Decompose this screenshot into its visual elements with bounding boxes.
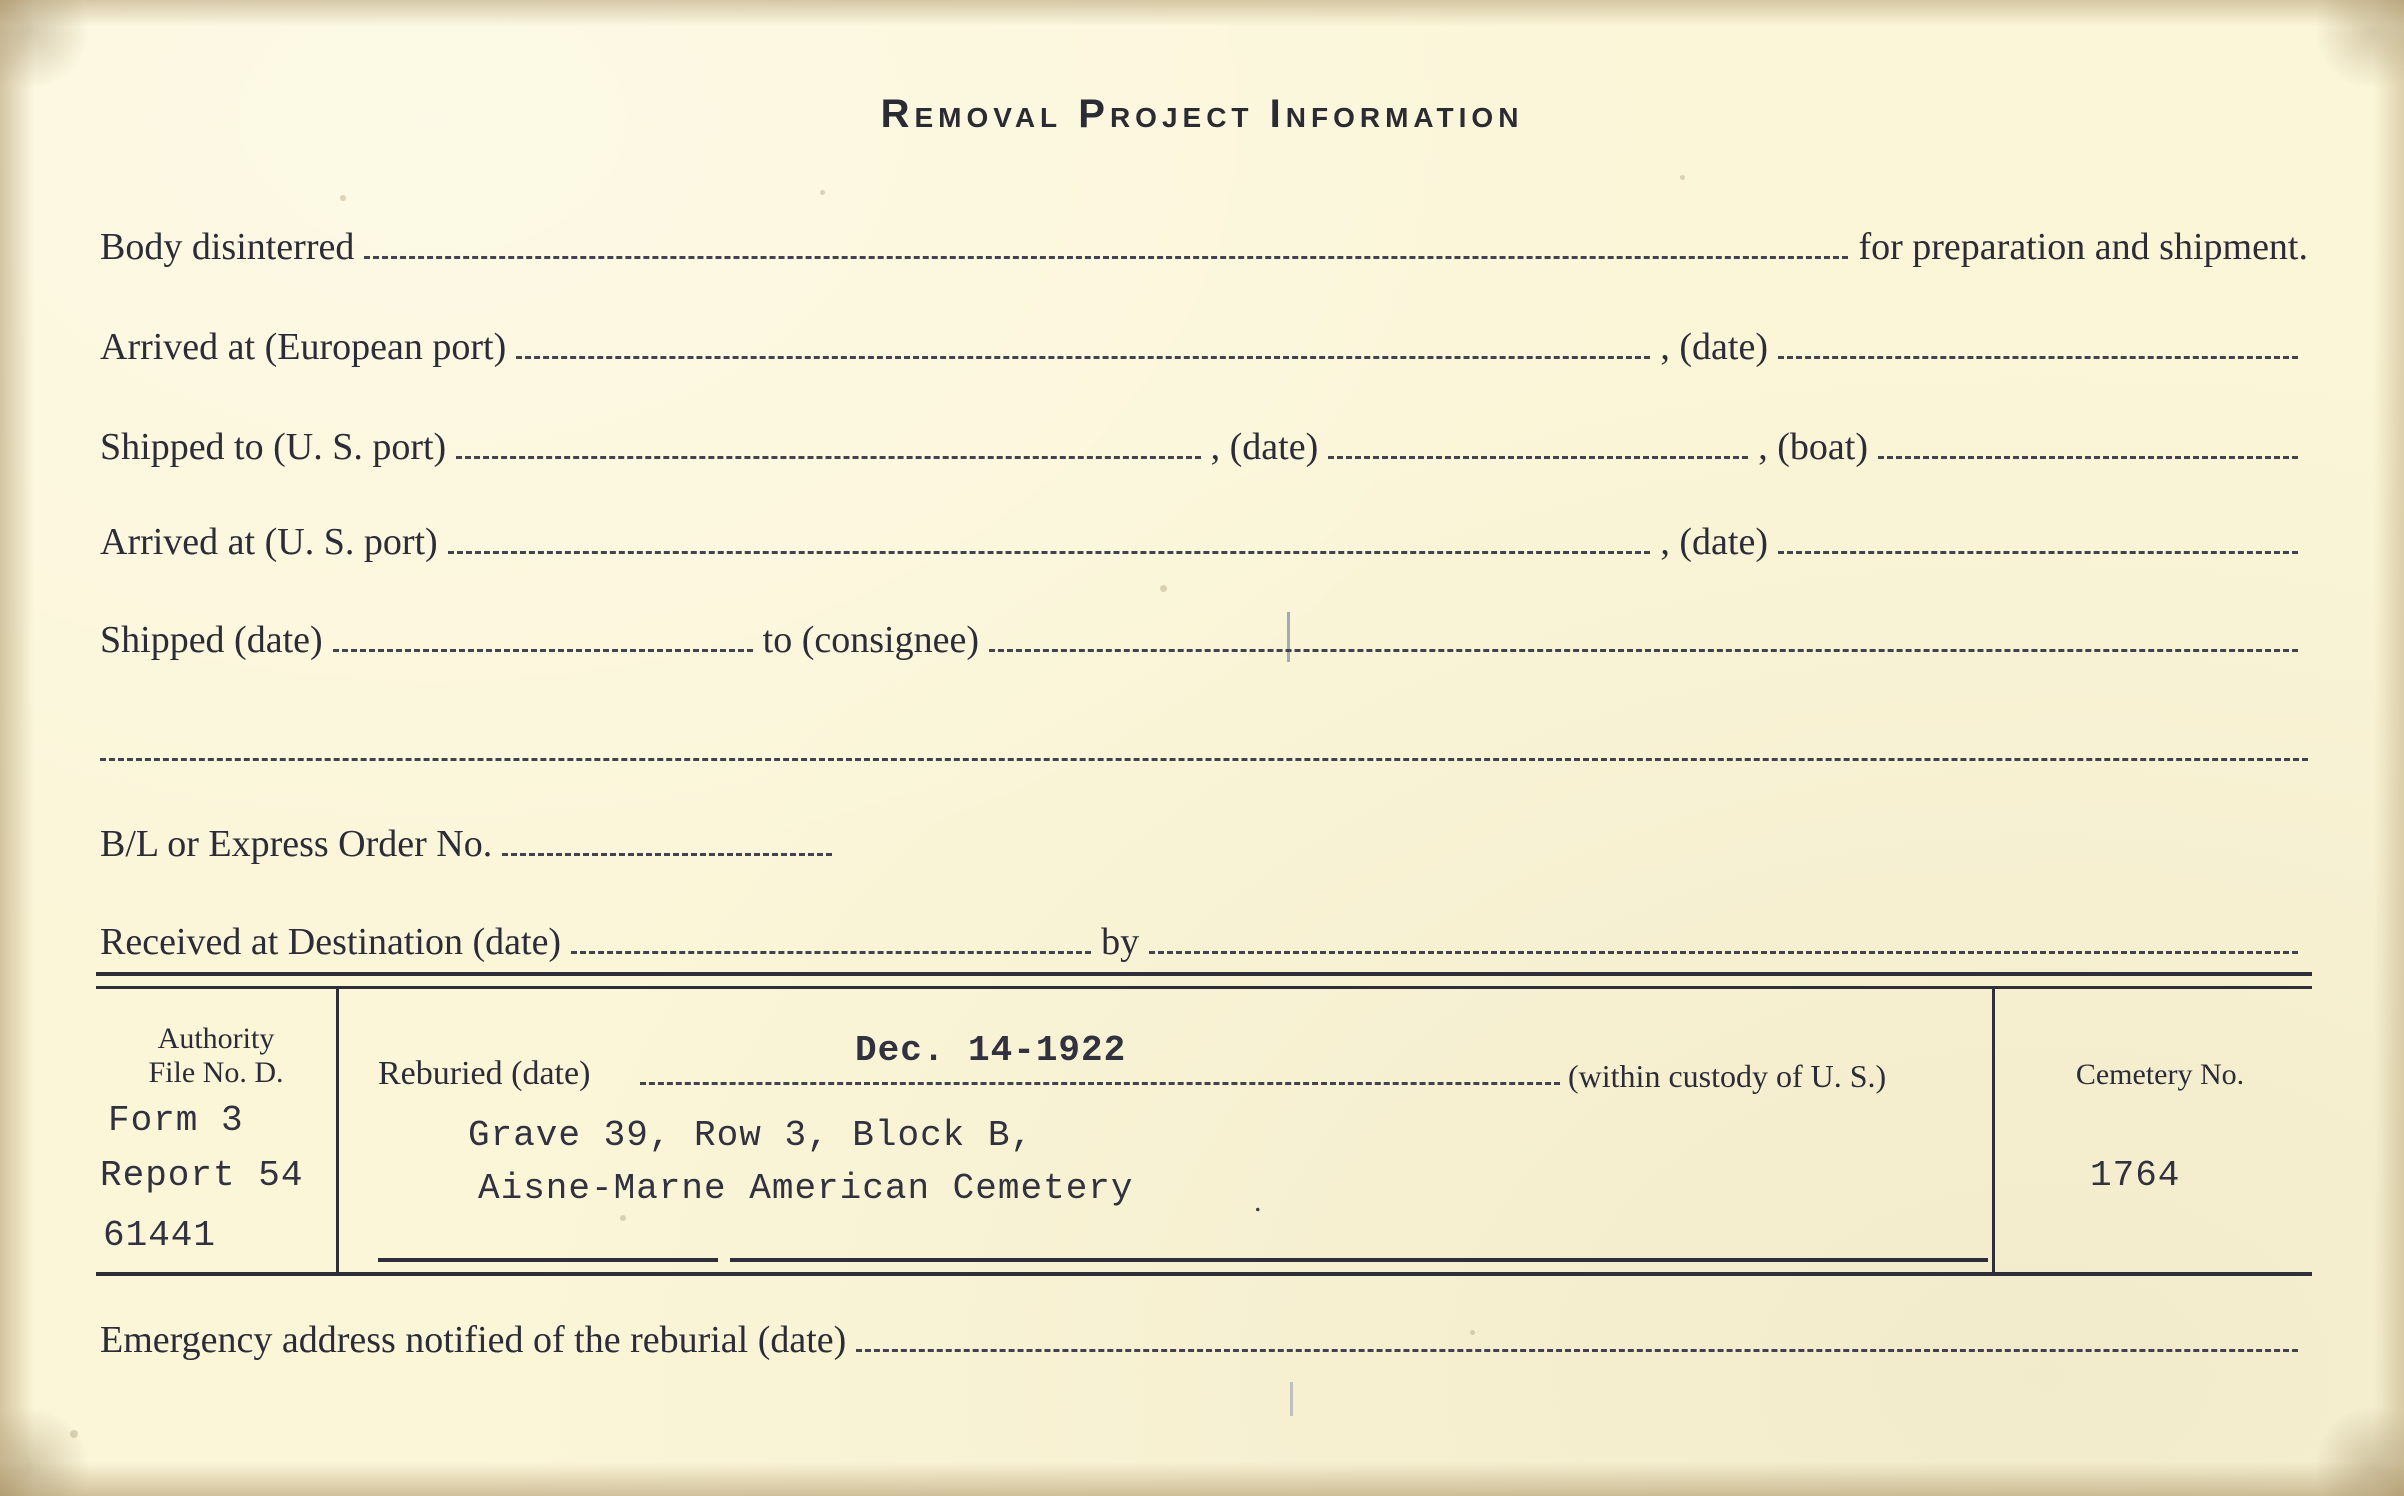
field-blank-consignee[interactable] bbox=[989, 649, 2298, 652]
card-edge-bottom bbox=[0, 1462, 2404, 1496]
field-blank-shipped-us-date[interactable] bbox=[1328, 456, 1748, 459]
card-corner-top-right bbox=[2314, 0, 2404, 90]
field-blank-received-destination-by[interactable] bbox=[1149, 951, 2298, 954]
field-bl-express-order bbox=[100, 822, 2308, 868]
grave-location-line1: Grave 39, Row 3, Block B, bbox=[468, 1115, 1034, 1156]
cemetery-no-header: Cemetery No. bbox=[2075, 1058, 2245, 1091]
reburied-date-blank[interactable] bbox=[640, 1082, 1560, 1085]
field-label-arrived-european-date: , (date) bbox=[1660, 326, 1768, 368]
field-blank-emergency-address-notified[interactable] bbox=[856, 1349, 2298, 1352]
card-edge-right bbox=[2374, 0, 2404, 1496]
field-blank-arrived-european-date[interactable] bbox=[1778, 356, 2298, 359]
authority-file-header-line2: File No. D. bbox=[148, 1055, 284, 1089]
field-label-shipped-date: Shipped (date) bbox=[100, 619, 323, 661]
paper-speck bbox=[340, 195, 346, 201]
card-edge-top bbox=[0, 0, 2404, 26]
field-label-received-destination-by: by bbox=[1101, 921, 1140, 963]
field-emergency-address-notified bbox=[100, 1318, 2308, 1364]
page-title: Removal Project Information bbox=[880, 92, 1524, 136]
field-label-consignee: to (consignee) bbox=[762, 619, 979, 661]
field-label-shipped-us-port: Shipped to (U. S. port) bbox=[100, 426, 447, 468]
card-corner-bottom-left bbox=[0, 1406, 90, 1496]
table-border-top-outer bbox=[96, 972, 2312, 976]
table-divider-authority bbox=[336, 988, 339, 1272]
grave-location-line2: Aisne-Marne American Cemetery bbox=[478, 1168, 1134, 1209]
field-label-body-disinterred: Body disinterred bbox=[100, 226, 355, 268]
reburied-date-value: Dec. 14-1922 bbox=[855, 1030, 1127, 1071]
field-label-shipped-us-date: , (date) bbox=[1210, 426, 1319, 468]
field-label-emergency-address-notified: Emergency address notified of the reburial (date) bbox=[100, 1319, 847, 1361]
field-tail-body-disinterred: for preparation and shipment. bbox=[1858, 226, 2308, 268]
field-label-arrived-european-port: Arrived at (European port) bbox=[100, 326, 507, 368]
field-blank-arrived-european-port[interactable] bbox=[516, 356, 1650, 359]
field-blank-shipped-us-boat[interactable] bbox=[1878, 456, 2298, 459]
card-corner-top-left bbox=[0, 0, 90, 90]
field-received-at-destination bbox=[100, 920, 2308, 966]
field-blank-shipped-us-port[interactable] bbox=[456, 456, 1200, 459]
field-label-arrived-us-date: , (date) bbox=[1660, 521, 1768, 563]
field-blank-body-disinterred[interactable] bbox=[364, 256, 1848, 259]
field-label-arrived-us-port: Arrived at (U. S. port) bbox=[100, 521, 438, 563]
table-underline-segment-left bbox=[378, 1258, 718, 1262]
field-blank-arrived-us-date[interactable] bbox=[1778, 551, 2298, 554]
field-arrived-us-port bbox=[100, 520, 2308, 566]
authority-number-value: 61441 bbox=[103, 1215, 217, 1256]
field-blank-continuation[interactable] bbox=[100, 758, 2308, 761]
table-divider-cemetery bbox=[1992, 988, 1995, 1272]
field-blank-bl-express-order[interactable] bbox=[502, 853, 832, 856]
field-label-received-at-destination: Received at Destination (date) bbox=[100, 921, 562, 963]
field-shipped-us-port bbox=[100, 425, 2308, 471]
authority-file-header-line1: Authority bbox=[157, 1022, 275, 1055]
authority-report-value: Report 54 bbox=[100, 1155, 304, 1196]
table-border-top-inner bbox=[96, 986, 2312, 989]
blue-stamp-mark bbox=[1290, 1382, 1293, 1416]
field-blank-received-destination-date[interactable] bbox=[571, 951, 1091, 954]
paper-speck bbox=[820, 190, 825, 195]
paper-speck bbox=[1680, 175, 1685, 180]
field-label-bl-express-order: B/L or Express Order No. bbox=[100, 823, 493, 865]
field-arrived-european-port bbox=[100, 325, 2308, 371]
paper-speck bbox=[620, 1215, 626, 1221]
reburied-label: Reburied (date) bbox=[378, 1055, 591, 1092]
paper-speck bbox=[1160, 585, 1167, 592]
card-corner-bottom-right bbox=[2314, 1406, 2404, 1496]
field-label-shipped-us-boat: , (boat) bbox=[1758, 426, 1868, 468]
authority-form-value: Form 3 bbox=[108, 1100, 244, 1141]
field-blank-arrived-us-port[interactable] bbox=[448, 551, 1651, 554]
authority-file-header bbox=[100, 1022, 332, 1089]
cemetery-number-value: 1764 bbox=[2090, 1155, 2181, 1196]
custody-note: (within custody of U. S.) bbox=[1568, 1058, 1887, 1094]
stray-period-mark: . bbox=[1254, 1185, 1262, 1218]
field-shipped-date-consignee bbox=[100, 618, 2308, 664]
table-underline-segment-right bbox=[730, 1258, 1988, 1262]
field-blank-shipped-date[interactable] bbox=[333, 649, 753, 652]
field-body-disinterred bbox=[100, 225, 2308, 271]
card-edge-left bbox=[0, 0, 34, 1496]
table-border-bottom bbox=[96, 1272, 2312, 1276]
paper-speck bbox=[70, 1430, 78, 1438]
